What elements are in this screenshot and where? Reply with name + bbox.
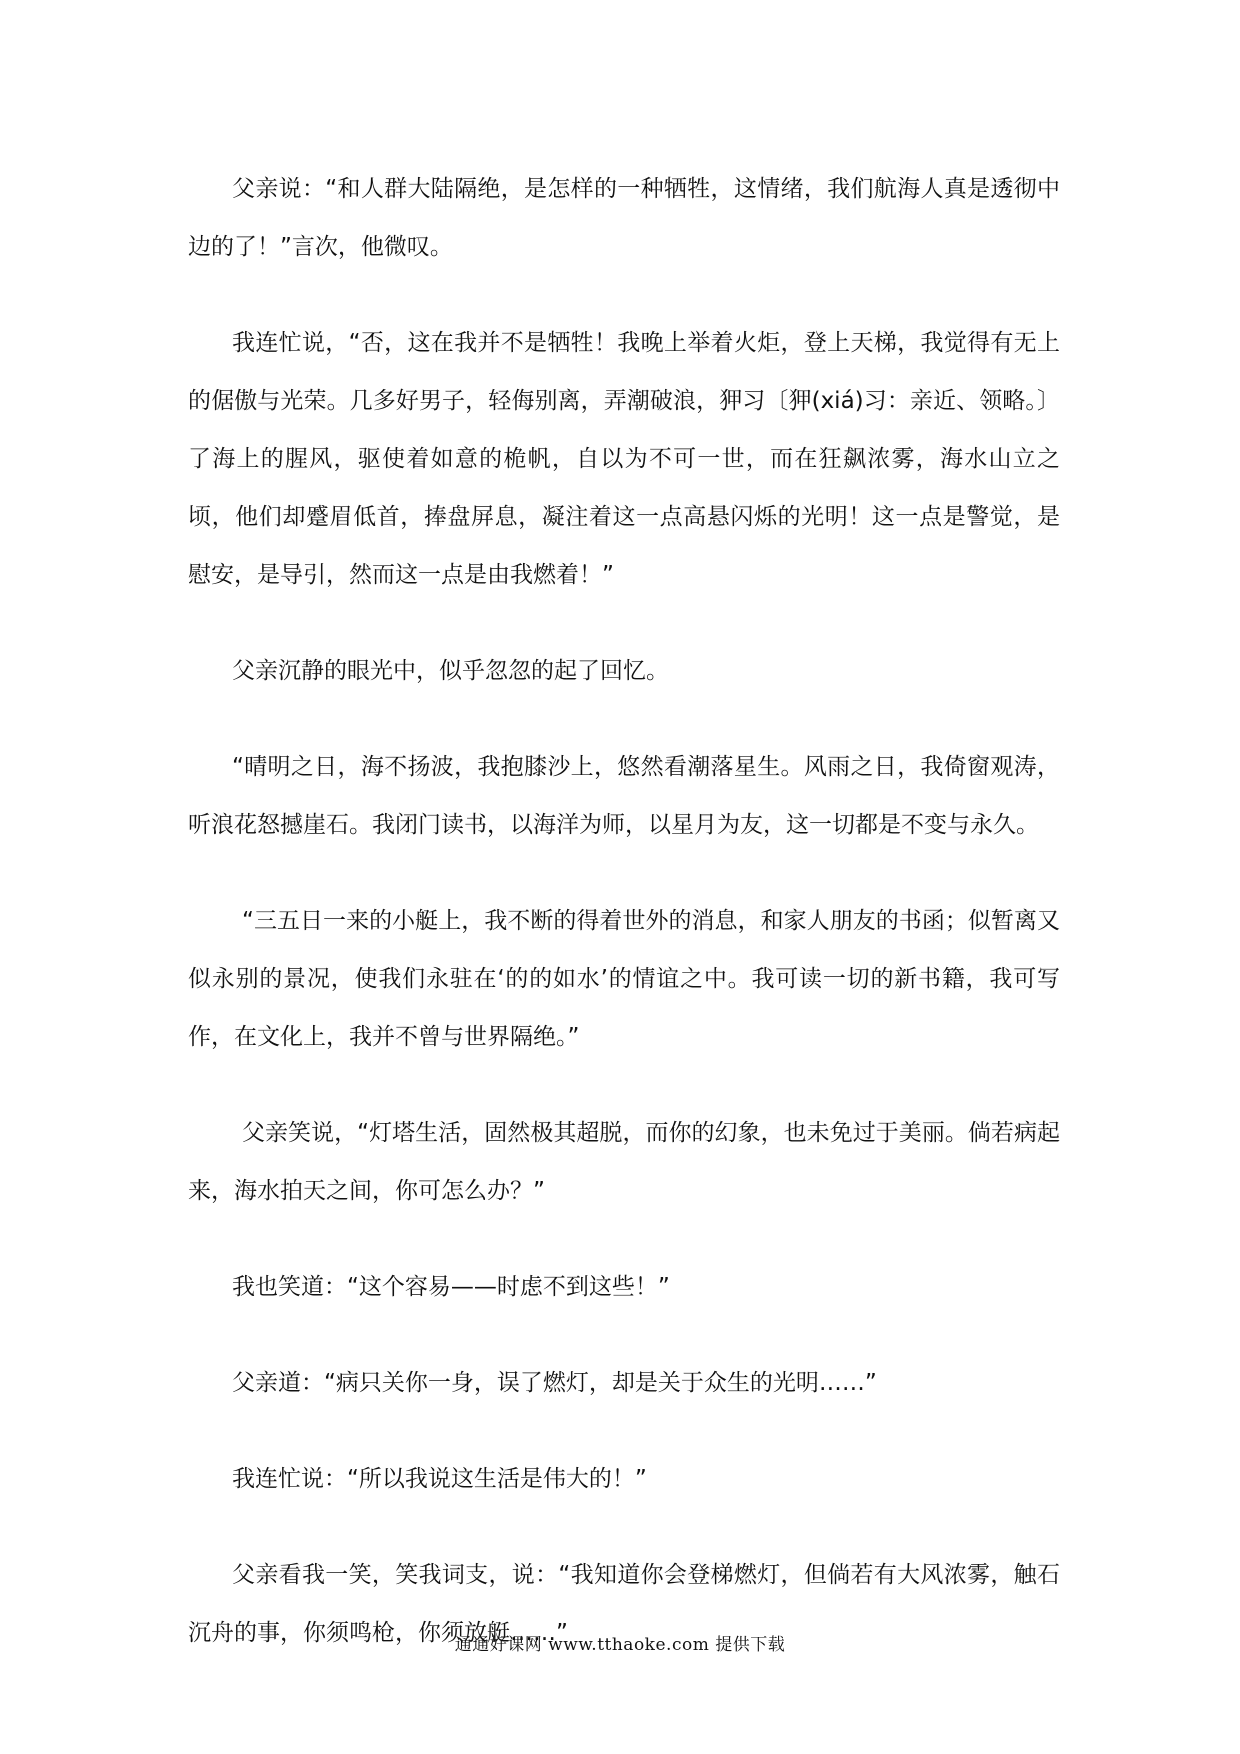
- document-body: [188, 160, 1060, 1700]
- paragraph: “晴明之日，海不扬波，我抱膝沙上，悠然看潮落星生。风雨之日，我倚窗观涛，听浪花怒撼崖石。我闭门读书，以海洋为师，以星月为友，这一切都是不变与永久。: [188, 754, 1060, 838]
- paragraph: “三五日一来的小艇上，我不断的得着世外的消息，和家人朋友的书函；似暂离又似永别的景况，使我们永驻在‘的的如水’的情谊之中。我可读一切的新书籍，我可写作，在文化上，我并不曾与世界隔绝。”: [188, 908, 1060, 1050]
- paragraph: 父亲看我一笑，笑我词支，说：“我知道你会登梯燃灯，但倘若有大风浓雾，触石沉舟的事，你须鸣枪，你须放艇……”: [188, 1562, 1060, 1646]
- paragraph: 父亲道：“病只关你一身，误了燃灯，却是关于众生的光明……”: [232, 1370, 877, 1396]
- paragraph: 父亲沉静的眼光中，似乎忽忽的起了回忆。: [232, 658, 669, 684]
- paragraph: 我连忙说：“所以我说这生活是伟大的！”: [232, 1466, 647, 1492]
- page-footer: 通通好课网 www.tthaoke.com 提供下载: [454, 1635, 786, 1655]
- paragraph: 父亲笑说，“灯塔生活，固然极其超脱，而你的幻象，也未免过于美丽。倘若病起来，海水拍天之间，你可怎么办？”: [188, 1120, 1060, 1204]
- paragraph: 我连忙说，“否，这在我并不是牺牲！我晚上举着火炬，登上天梯，我觉得有无上的倨傲与光荣。几多好男子，轻侮别离，弄潮破浪，狎习〔狎(xiá)习：亲近、领略。〕了海上的腥风，驱使着如意的桅帆，自以为不可一世，而在狂飙浓雾，海水山立之顷，他们却蹙眉低首，捧盘屏息，凝注着这一点高悬闪烁的光明！这一点是警觉，是慰安，是导引，然而这一点是由我燃着！”: [188, 330, 1060, 588]
- paragraph: 父亲说：“和人群大陆隔绝，是怎样的一种牺牲，这情绪，我们航海人真是透彻中边的了！”言次，他微叹。: [188, 176, 1060, 260]
- paragraph: 我也笑道：“这个容易——时虑不到这些！”: [232, 1274, 670, 1300]
